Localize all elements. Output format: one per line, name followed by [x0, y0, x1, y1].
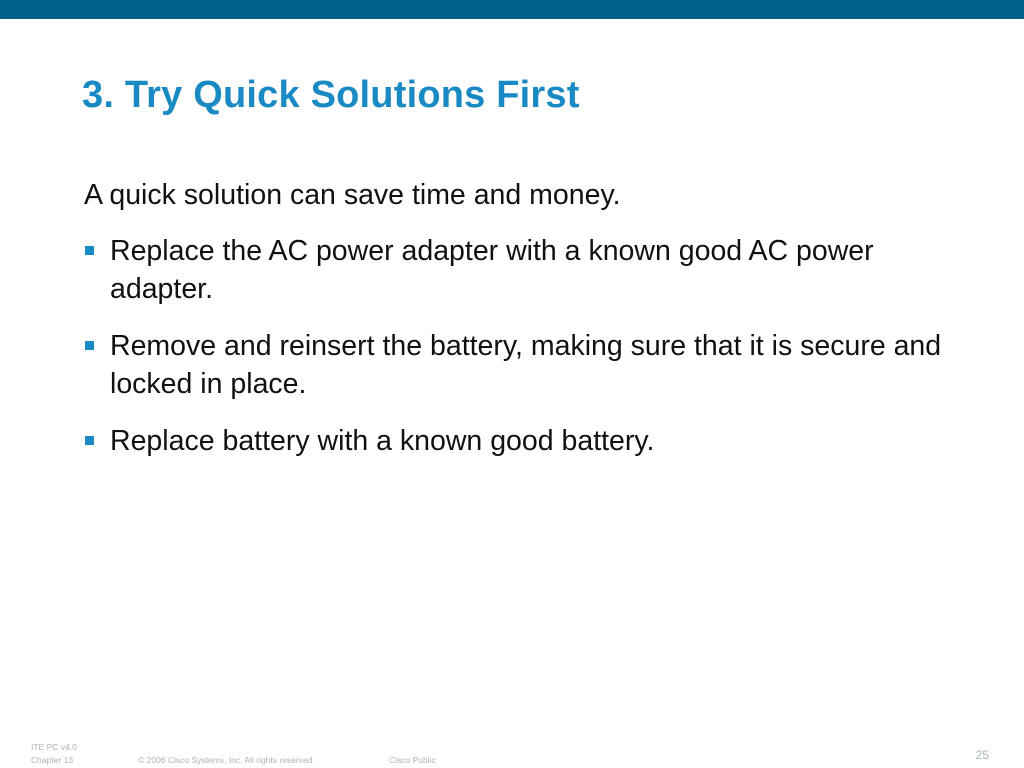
footer-chapter: Chapter 13: [31, 755, 74, 765]
square-bullet-icon: [85, 246, 94, 255]
bullet-text: Replace the AC power adapter with a known good AC power adapter.: [110, 235, 874, 305]
slide-body: [84, 176, 964, 479]
bullet-text: Replace battery with a known good battery.: [110, 425, 655, 457]
bullet-list: [84, 232, 964, 460]
intro-text: A quick solution can save time and money.: [84, 179, 621, 211]
top-banner-bar: [0, 0, 1024, 19]
square-bullet-icon: [85, 436, 94, 445]
bullet-item: [84, 327, 964, 403]
bullet-item: [84, 422, 964, 460]
footer-classification: Cisco Public: [389, 755, 436, 765]
footer-page-number: 25: [975, 748, 989, 762]
bullet-item: [84, 232, 964, 308]
footer-course: ITE PC v4.0: [31, 742, 77, 752]
bullet-text: Remove and reinsert the battery, making sure that it is secure and locked in place.: [110, 330, 942, 400]
square-bullet-icon: [85, 341, 94, 350]
footer-copyright: © 2006 Cisco Systems, Inc. All rights reserved.: [138, 755, 315, 765]
slide-title: 3. Try Quick Solutions First: [82, 74, 580, 116]
